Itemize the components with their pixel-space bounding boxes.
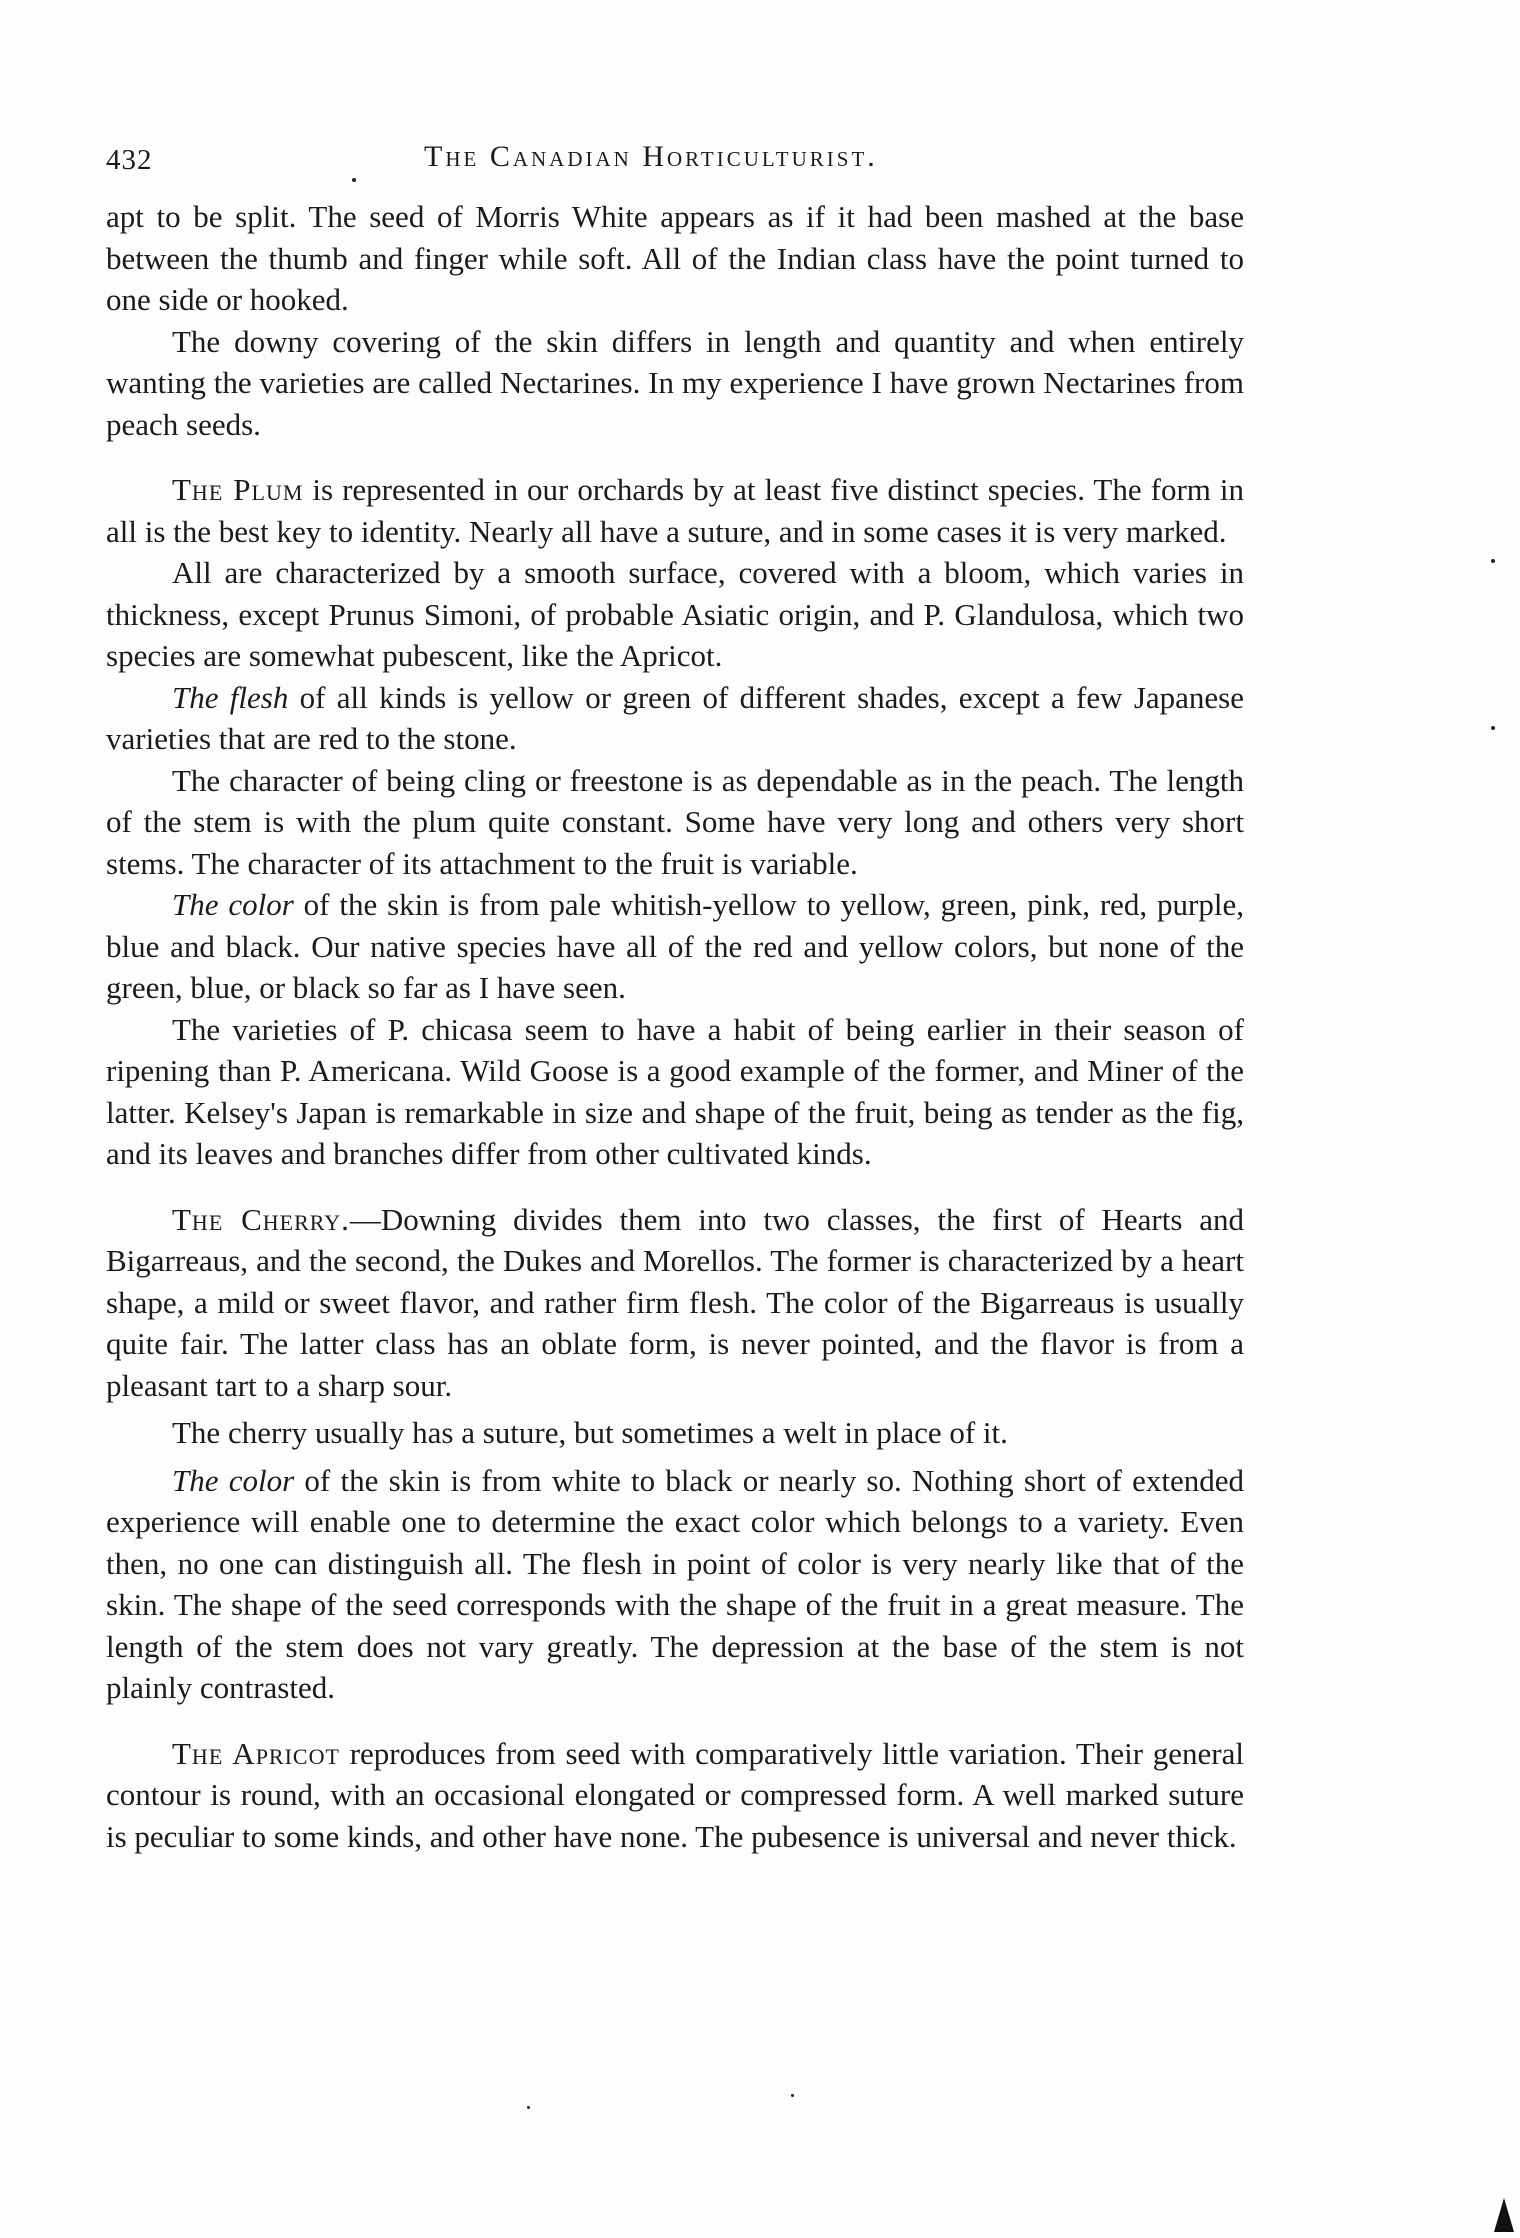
print-speck [1491,559,1495,563]
scan-corner-mark [1494,2198,1514,2232]
paragraph-plum [106,469,1244,552]
section-heading-plum: The Plum [172,472,304,507]
section-heading-cherry: The Cherry. [172,1201,350,1237]
paragraph-plum-flesh [106,677,1244,760]
page-header [106,140,1236,180]
paragraph-text: is represented in our orchards by at least five distinct species. The form in all is the best key to identity. Nearly all have a suture, and in some cases it is very marked. [106,472,1244,549]
paragraph-text: The varieties of P. chicasa seem to have a habit of being earlier in their season of ripening than P. Americana. Wild Goose is a good example of the former, and Miner of the latter. Kelsey's Japan is remarkable in size and shape of the fruit, being as tender as the fig, and its leaves and branches differ from other cultivated kinds. [106,1011,1244,1171]
print-speck [527,2106,530,2109]
paragraph-text: The downy covering of the skin differs in length and quantity and when entirely wanting the varieties are called Nectarines. In my experience I have grown Nectarines from peach seeds. [106,323,1244,442]
paragraph-cherry-suture [106,1412,1244,1454]
paragraph-text: of all kinds is yellow or green of different shades, except a few Japanese varieties that are red to the stone. [106,679,1244,756]
print-speck [352,178,356,182]
paragraph-text: apt to be split. The seed of Morris White appears as if it had been mashed at the base between the thumb and finger while soft. All of the Indian class have the point turned to one side or hooked. [106,199,1244,317]
paragraph-plum-color [106,884,1244,1009]
italic-lead-color: The color [172,887,294,922]
print-speck [791,2094,794,2097]
article-body [106,196,1244,1857]
paragraph-cherry-color [106,1460,1244,1709]
paragraph-text: The character of being cling or freestone is as dependable as in the peach. The length of the stem is with the plum quite constant. Some have very long and others very short stems. The character of its attachment to the fruit is variable. [106,762,1244,881]
paragraph-text: of the skin is from white to black or nearly so. Nothing short of extended experience will enable one to determine the exact color which belongs to a variety. Even then, no one can distinguish all. The flesh in point of color is very nearly like that of the skin. The shape of the seed corresponds with the shape of the fruit in a great measure. The length of the stem does not vary greatly. The depression at the base of the stem is not plainly contrasted. [106,1462,1245,1705]
paragraph-nectarines [106,321,1244,446]
paragraph-text: The cherry usually has a suture, but sometimes a welt in place of it. [172,1415,1008,1450]
paragraph-apricot [106,1733,1244,1858]
paragraph-text: reproduces from seed with comparatively little variation. Their general contour is round, with an occasional elongated or compressed form. A well marked suture is peculiar to some kinds, and other have none. The pubesence is universal and never thick. [106,1735,1244,1854]
italic-lead-flesh: The flesh [172,679,289,715]
italic-lead-color: The color [172,1462,295,1498]
running-title: The Canadian Horticulturist. [424,140,878,173]
paragraph-text: —Downing divides them into two classes, the first of Hearts and Bigarreaus, and the second, the Dukes and Morellos. The former is characterized by a heart shape, a mild or sweet flavor, and rather firm flesh. The color of the Bigarreaus is usually quite fair. The latter class has an oblate form, is never pointed, and the flavor is from a pleasant tart to a sharp sour. [106,1201,1244,1403]
paragraph-text: of the skin is from pale whitish-yellow to yellow, green, pink, red, purple, blue and black. Our native species have all of the red and yellow colors, but none of the green, blue, or black so far as I have seen. [106,887,1244,1005]
paragraph-plum-surface [106,552,1244,677]
paragraph-plum-varieties [106,1009,1244,1175]
section-heading-apricot: The Apricot [172,1735,340,1771]
paragraph-peach-seed [106,196,1244,321]
paragraph-text: All are characterized by a smooth surface, covered with a bloom, which varies in thickness, except Prunus Simoni, of probable Asiatic origin, and P. Glandulosa, which two species are somewhat pubescent, like the Apricot. [106,555,1244,673]
paragraph-cherry [106,1199,1244,1407]
paragraph-plum-cling [106,760,1244,885]
print-speck [1491,726,1495,730]
page-number: 432 [106,144,153,176]
